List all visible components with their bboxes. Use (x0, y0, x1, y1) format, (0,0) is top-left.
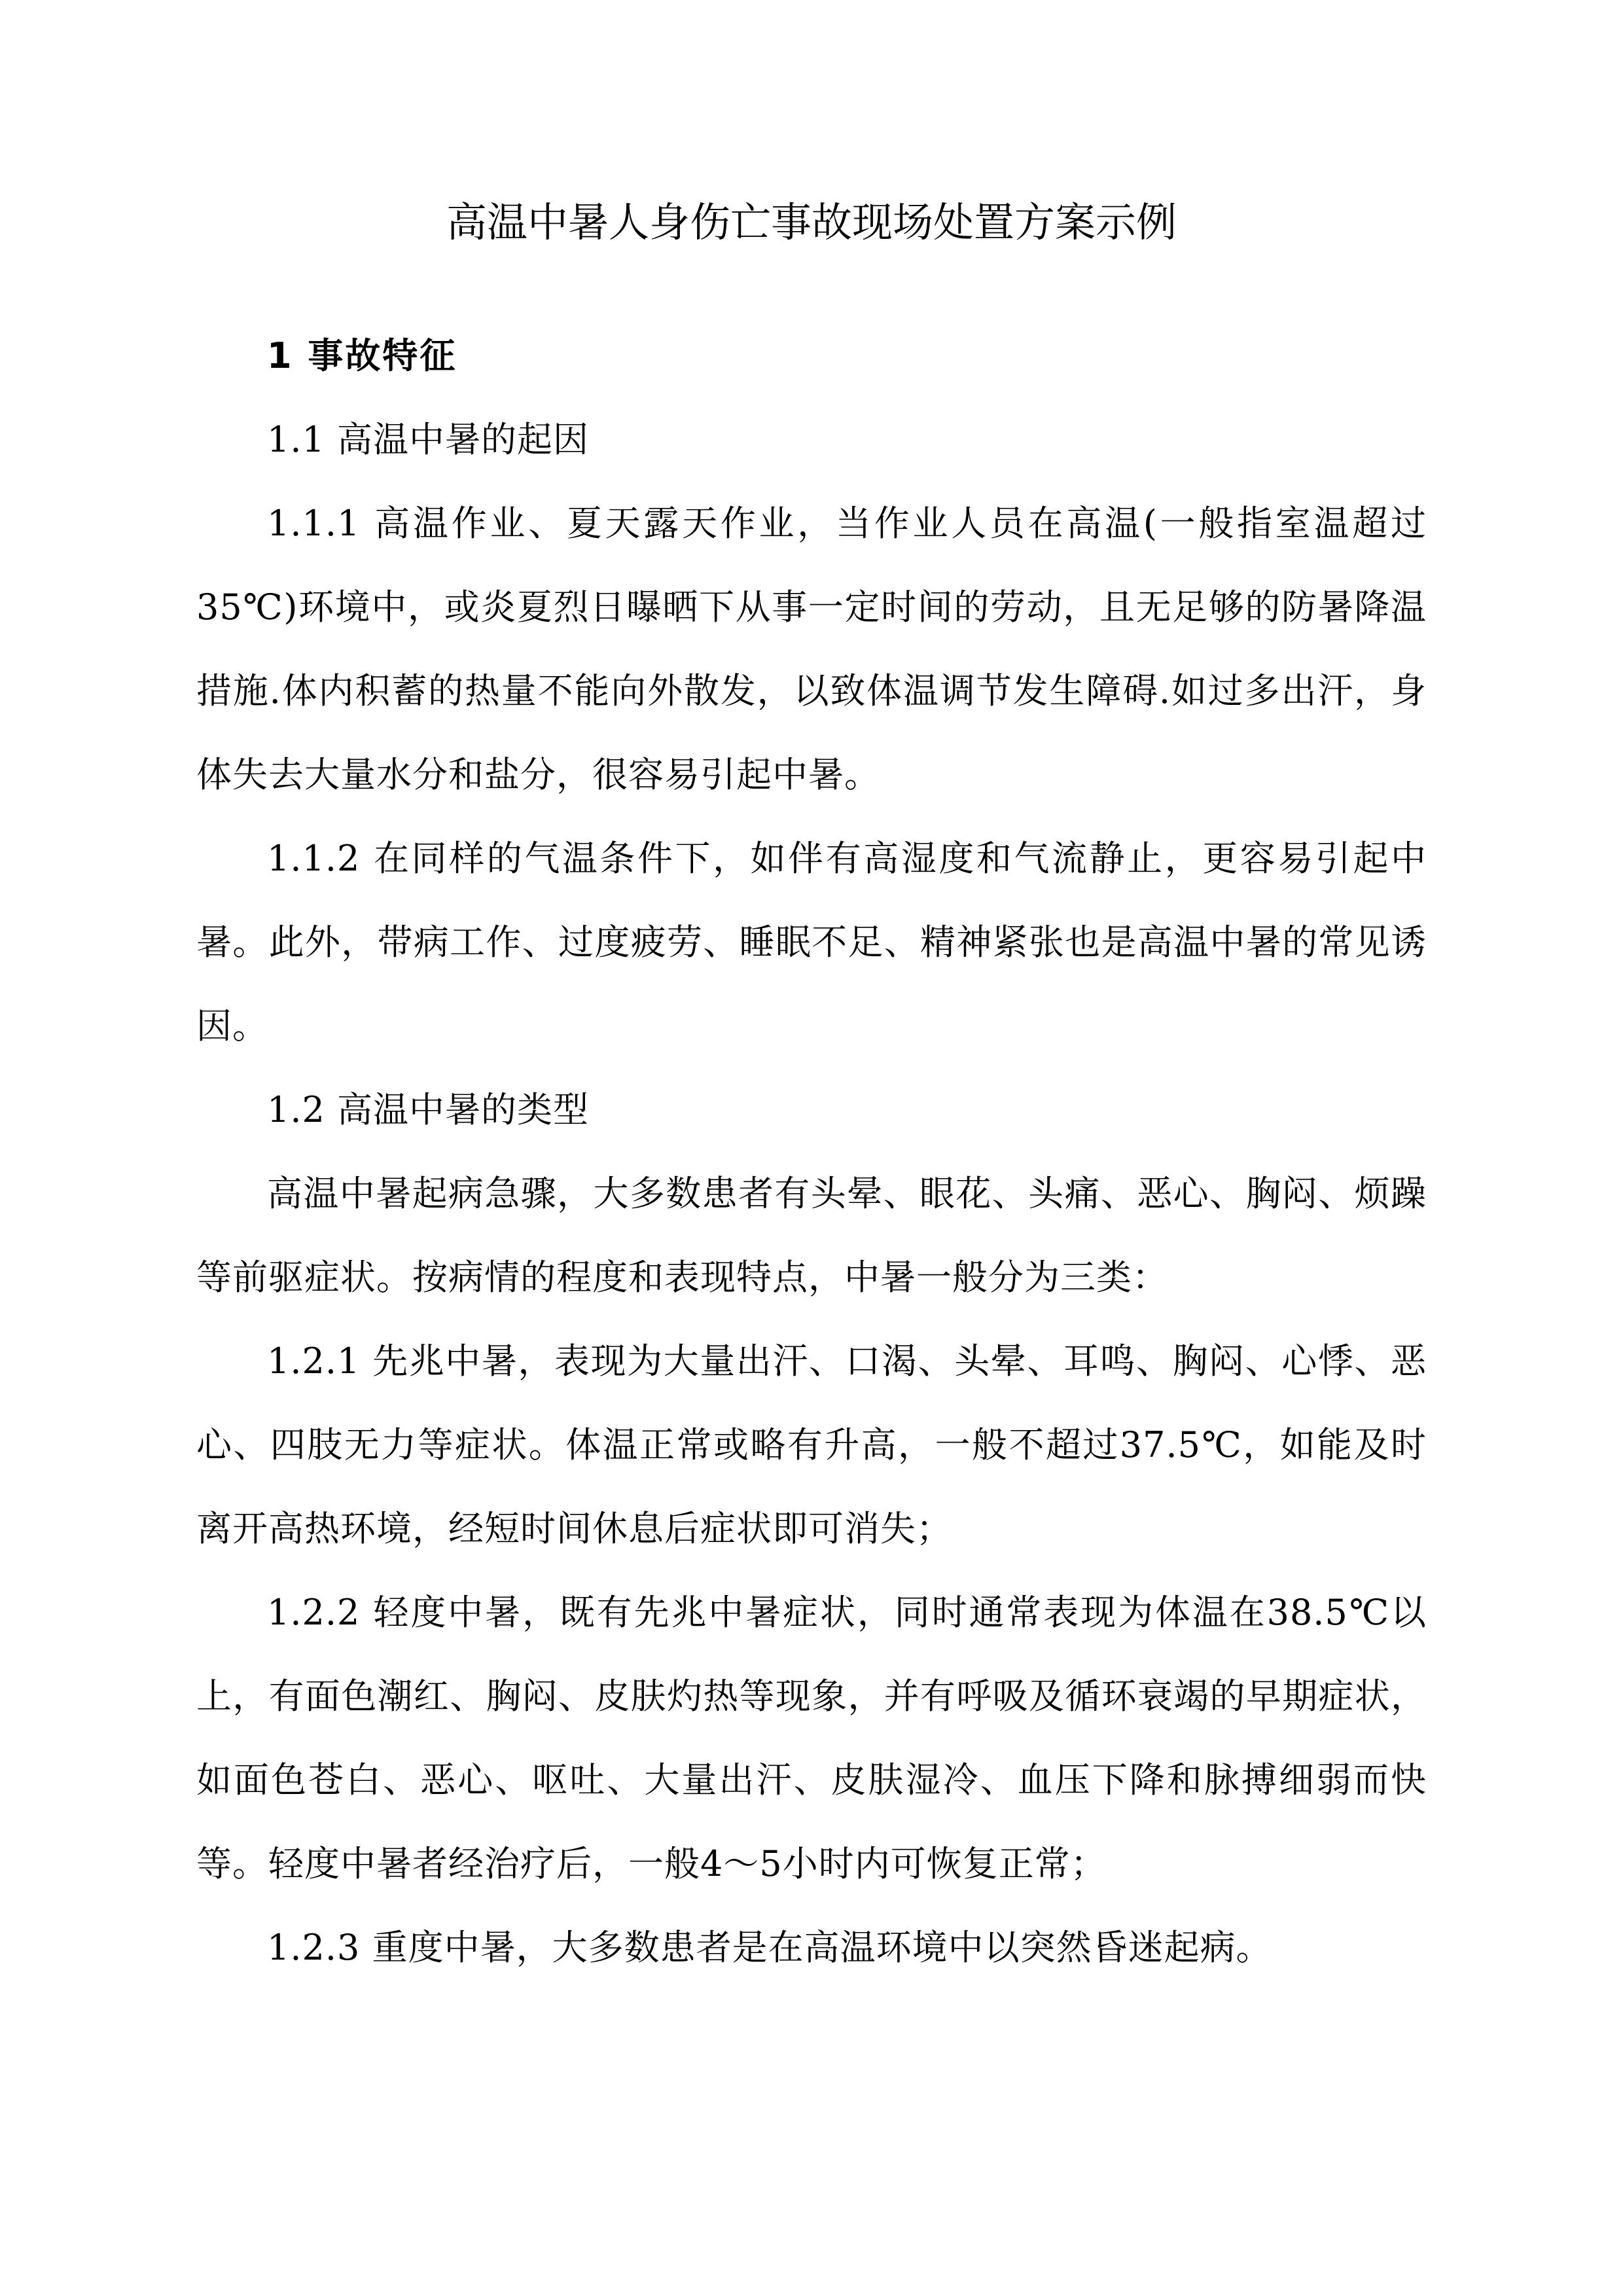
section-heading-1-2: 1.2 高温中暑的类型 (267, 1089, 590, 1130)
paragraph-1-2-2: 1.2.2 轻度中暑，既有先兆中暑症状，同时通常表现为体温在38.5℃以上，有面色潮红、胸闷、皮肤灼热等现象，并有呼吸及循环衰竭的早期症状，如面色苍白、恶心、呕吐、大量出汗、皮肤湿冷、血压下降和脉搏细弱而快等。轻度中暑者经治疗后，一般4～5小时内可恢复正常； (196, 1592, 1427, 1884)
document-page (196, 196, 1427, 1990)
paragraph-1-2-intro: 高温中暑起病急骤，大多数患者有头晕、眼花、头痛、恶心、胸闷、烦躁等前驱症状。按病情的程度和表现特点，中暑一般分为三类： (196, 1173, 1427, 1298)
section-heading-1: 1 事故特征 (267, 335, 457, 376)
paragraph-1-1-1: 1.1.1 高温作业、夏天露天作业，当作业人员在高温(一般指室温超过35℃)环境中，或炎夏烈日曝晒下从事一定时间的劳动，且无足够的防暑降温措施.体内积蓄的热量不能向外散发，以致体温调节发生障碍.如过多出汗，身体失去大量水分和盐分，很容易引起中暑。 (196, 503, 1427, 795)
document-title: 高温中暑人身伤亡事故现场处置方案示例 (446, 198, 1177, 246)
paragraph-1-1-2: 1.1.2 在同样的气温条件下，如伴有高湿度和气流静止，更容易引起中暑。此外，带病工作、过度疲劳、睡眠不足、精神紧张也是高温中暑的常见诱因。 (196, 838, 1427, 1047)
paragraph-1-2-3: 1.2.3 重度中暑，大多数患者是在高温环境中以突然昏迷起病。 (267, 1927, 1272, 1968)
paragraph-1-2-1: 1.2.1 先兆中暑，表现为大量出汗、口渴、头晕、耳鸣、胸闷、心悸、恶心、四肢无力等症状。体温正常或略有升高，一般不超过37.5℃，如能及时离开高热环境，经短时间休息后症状即可消失； (196, 1340, 1427, 1549)
section-heading-1-1: 1.1 高温中暑的起因 (267, 419, 590, 460)
